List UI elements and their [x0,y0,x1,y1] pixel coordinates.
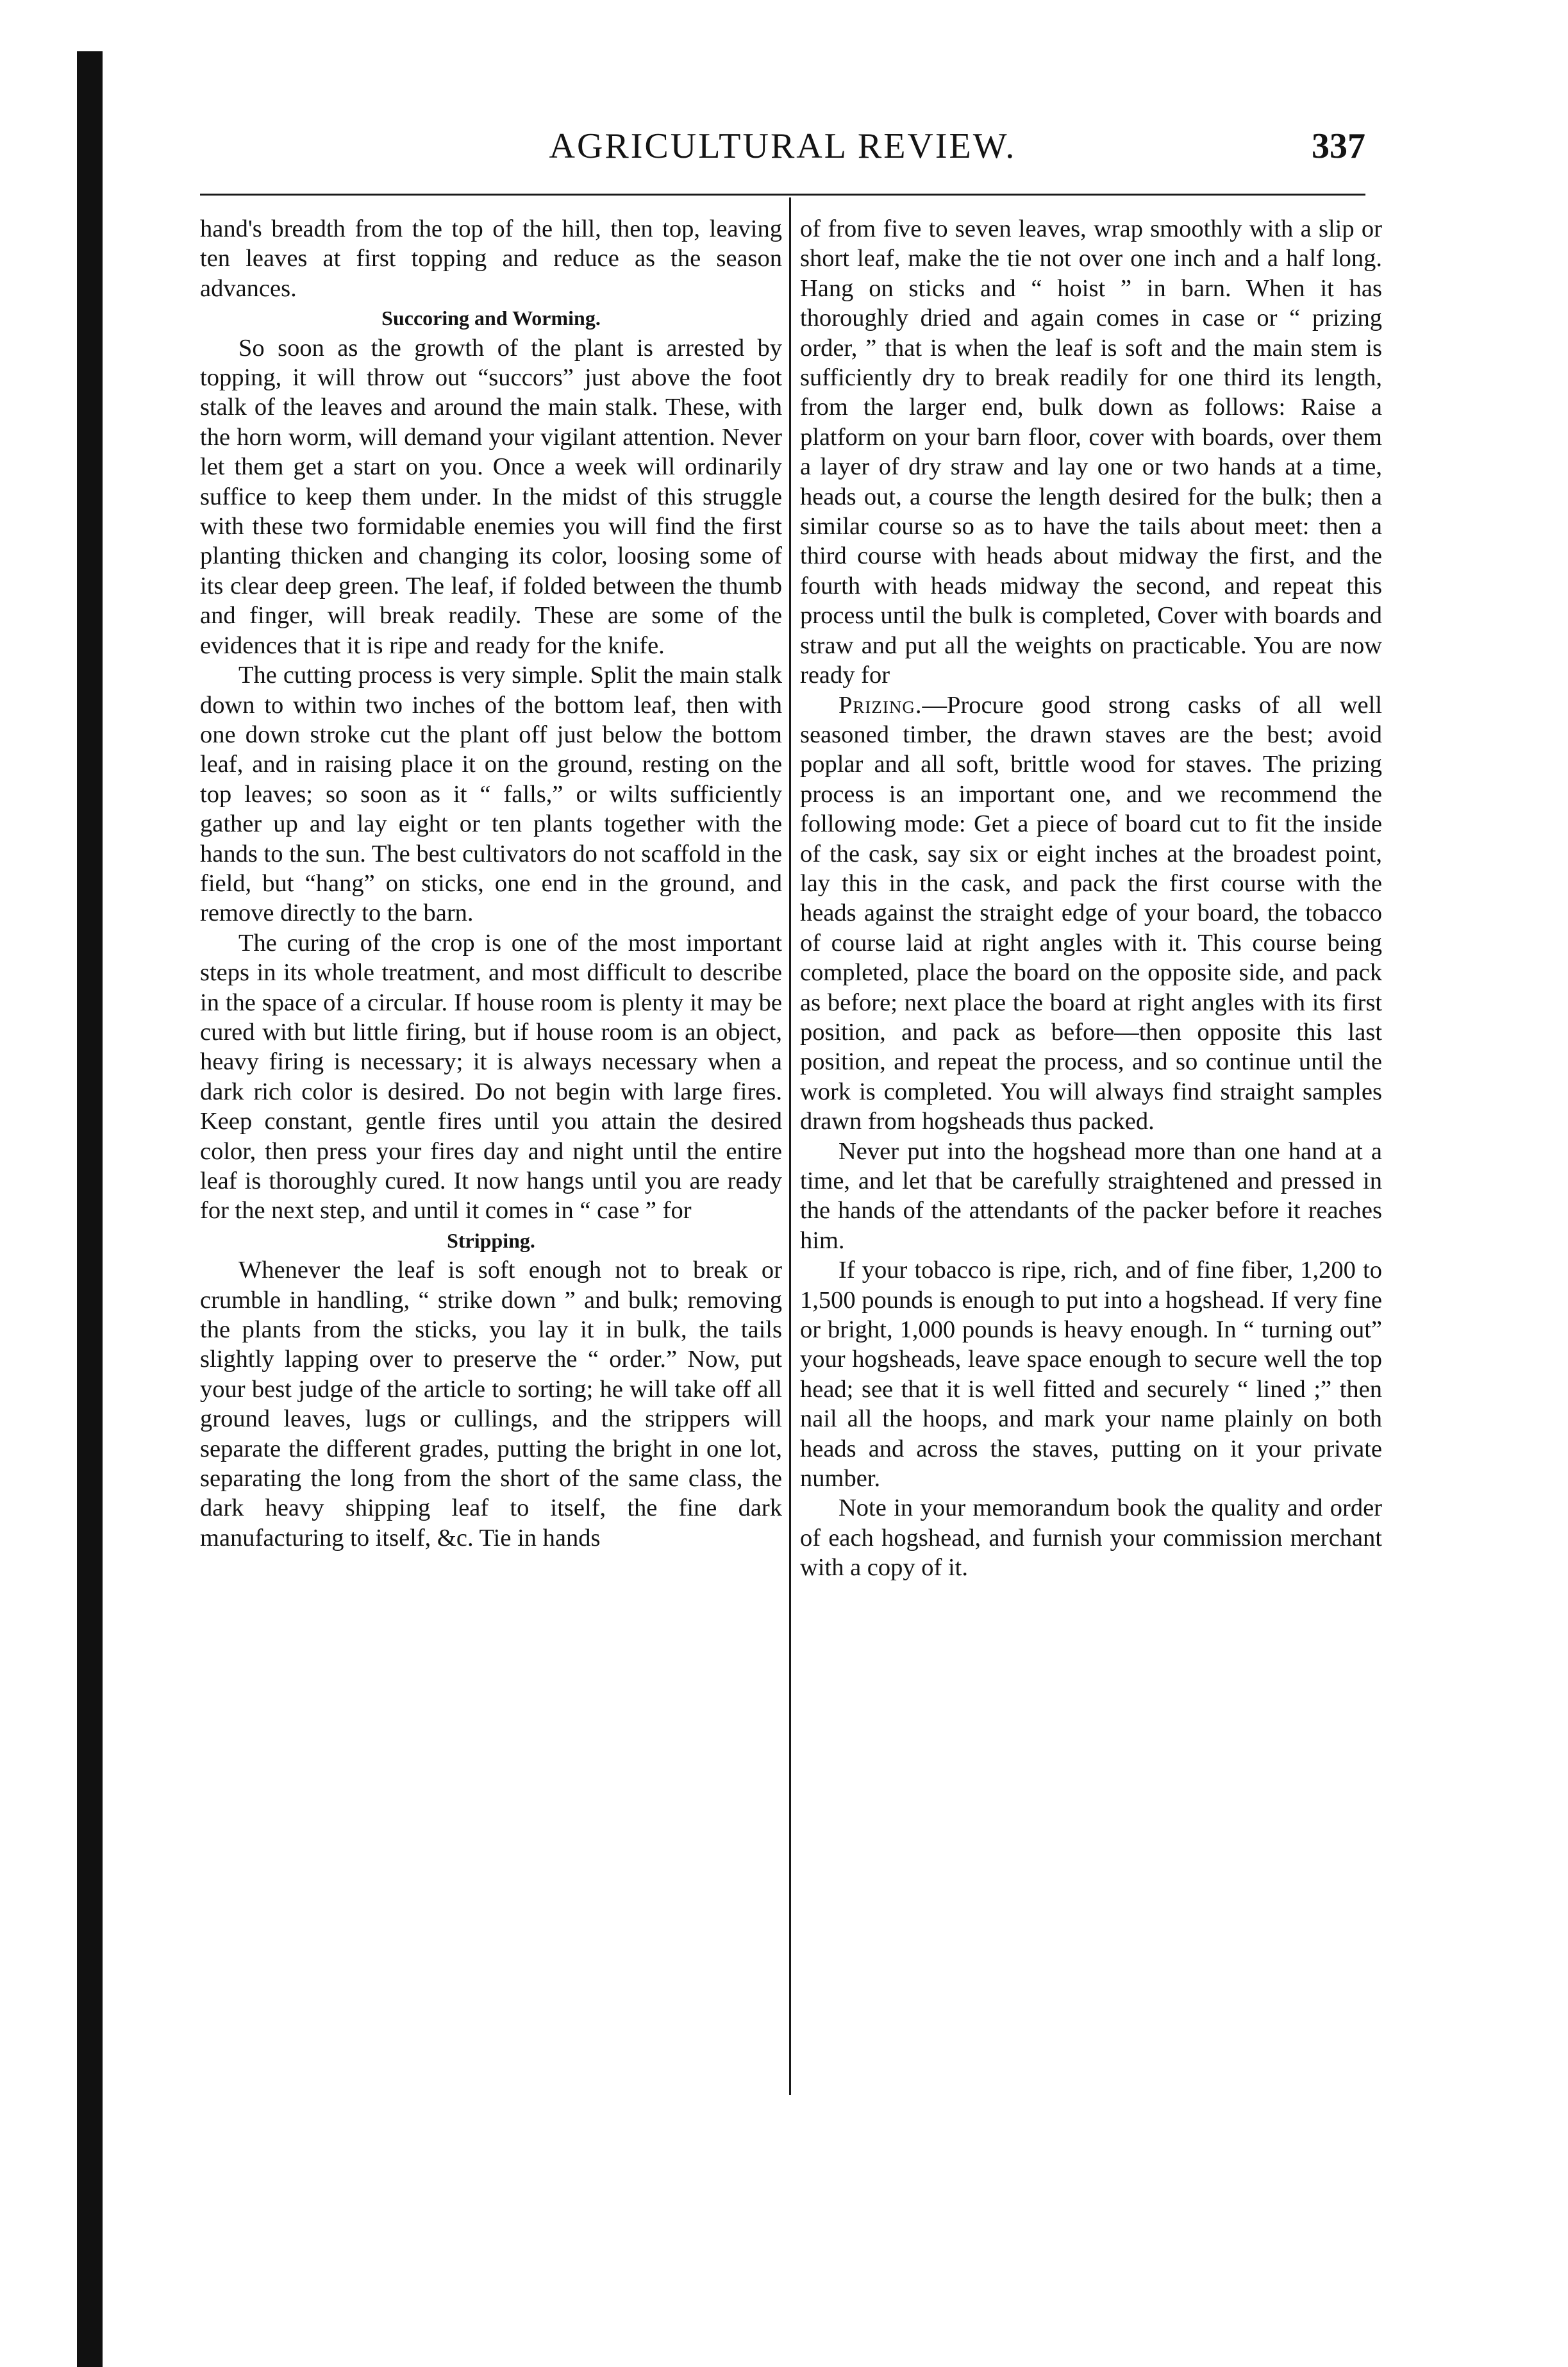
paragraph: Whenever the leaf is soft enough not to break or crumble in handling, “ strike down ” and bulk; removing the plants from the sticks, you lay it in bulk, the tails slightly lapping over to preserve the “ order.” Now, put your best judge of the article to sorting; he will take off all ground leaves, lugs or cullings, and the strippers will separate the different grades, putting the bright in one lot, separating the long from the short of the same class, the dark heavy shipping leaf to itself, the fine dark manufacturing to itself, &c. Tie in hands [200,1257,782,1552]
header-rule [200,194,1365,196]
paragraph: Note in your memorandum book the quality and order of each hogshead, and furnish your commission merchant with a copy of it. [800,1494,1382,1582]
paragraph: So soon as the growth of the plant is arrested by topping, it will throw out “succors” just above the foot stalk of the leaves and around the main stalk. These, with the horn worm, will demand your vigilant attention. Never let them get a start on you. Once a week will ordinarily suffice to keep them under. In the midst of this struggle with these two formidable enemies you will find the first planting thicken and changing its color, loosing some of its clear deep green. The leaf, if folded between the thumb and finger, will break readily. These are some of the evidences that it is ripe and ready for the knife. [200,334,782,659]
section-heading-succoring: Succoring and Worming. [381,306,601,330]
prizing-lead-in: Prizing. [838,691,922,719]
paragraph: hand's breadth from the top of the hill, then top, leaving ten leaves at first topping and reduce as the season advances. [200,215,782,302]
right-column [800,214,1382,1583]
paragraph: If your tobacco is ripe, rich, and of fine fiber, 1,200 to 1,500 pounds is enough to put into a hogshead. If very fine or bright, 1,000 pounds is heavy enough. In “ turning out” your hogsheads, leave space enough to secure well the top head; see that it is well fitted and securely “ lined ;” then nail all the hoops, and mark your name plainly on both heads and across the staves, putting on it your private number. [800,1257,1382,1493]
paragraph-prizing [800,690,1382,1137]
binding-edge [77,51,103,2367]
section-heading-stripping: Stripping. [447,1228,535,1252]
left-column [200,214,782,1553]
column-divider [789,197,791,2095]
page-number: 337 [1312,126,1365,166]
paragraph: of from five to seven leaves, wrap smoothly with a slip or short leaf, make the tie not over one inch and a half long. Hang on sticks and “ hoist ” in barn. When it has thoroughly dried and again comes in case or “ prizing order, ” that is when the leaf is soft and the main stem is sufficiently dry to break readily for one third its length, from the larger end, bulk down as follows: Raise a platform on your barn floor, cover with boards, over them a layer of dry straw and lay one or two hands at a time, heads out, a course the length desired for the bulk; then a similar course so as to have the tails about meet: then a third course with heads about midway the first, and the fourth with heads midway the second, and repeat this process until the bulk is completed, Cover with boards and straw and put all the weights on practicable. You are now ready for [800,215,1382,689]
running-title: AGRICULTURAL REVIEW. [549,126,1017,166]
paragraph: Never put into the hogshead more than one hand at a time, and let that be carefully straightened and pressed in the hands of the attendants of the packer before it reaches him. [800,1137,1382,1254]
paragraph: The cutting process is very simple. Split the main stalk down to within two inches of the bottom leaf, then with one down stroke cut the plant off just below the bottom leaf, and in raising place it on the ground, resting on the top leaves; so soon as it “ falls,” or wilts sufficiently gather up and lay eight or ten plants together with the hands to the sun. The best cultivators do not scaffold in the field, but “hang” on sticks, one end in the ground, and remove directly to the barn. [200,662,782,927]
prizing-text: —Procure good strong casks of all well seasoned timber, the drawn staves are the best; avoid poplar and all soft, brittle wood for staves. The prizing process is an important one, and we recommend the following mode: Get a piece of board cut to fit the inside of the cask, say six or eight inches at the broadest point, lay this in the cask, and pack the first course with the heads against the straight edge of your board, the tobacco of course laid at right angles with it. This course being completed, place the board on the opposite side, and pack as before; next place the board at right angles with its first position, and pack as before—then opposite this last position, and repeat the process, and so continue until the work is completed. You will always find straight samples drawn from hogsheads thus packed. [800,691,1382,1135]
paragraph: The curing of the crop is one of the most important steps in its whole treatment, and most difficult to describe in the space of a circular. If house room is plenty it may be cured with but little firing, but if house room is an object, heavy firing is necessary; it is always necessary when a dark rich color is desired. Do not begin with large fires. Keep constant, gentle fires until you attain the desired color, then press your fires day and night until the entire leaf is thoroughly cured. It now hangs until you are ready for the next step, and until it comes in “ case ” for [200,929,782,1225]
page-header [200,121,1365,180]
